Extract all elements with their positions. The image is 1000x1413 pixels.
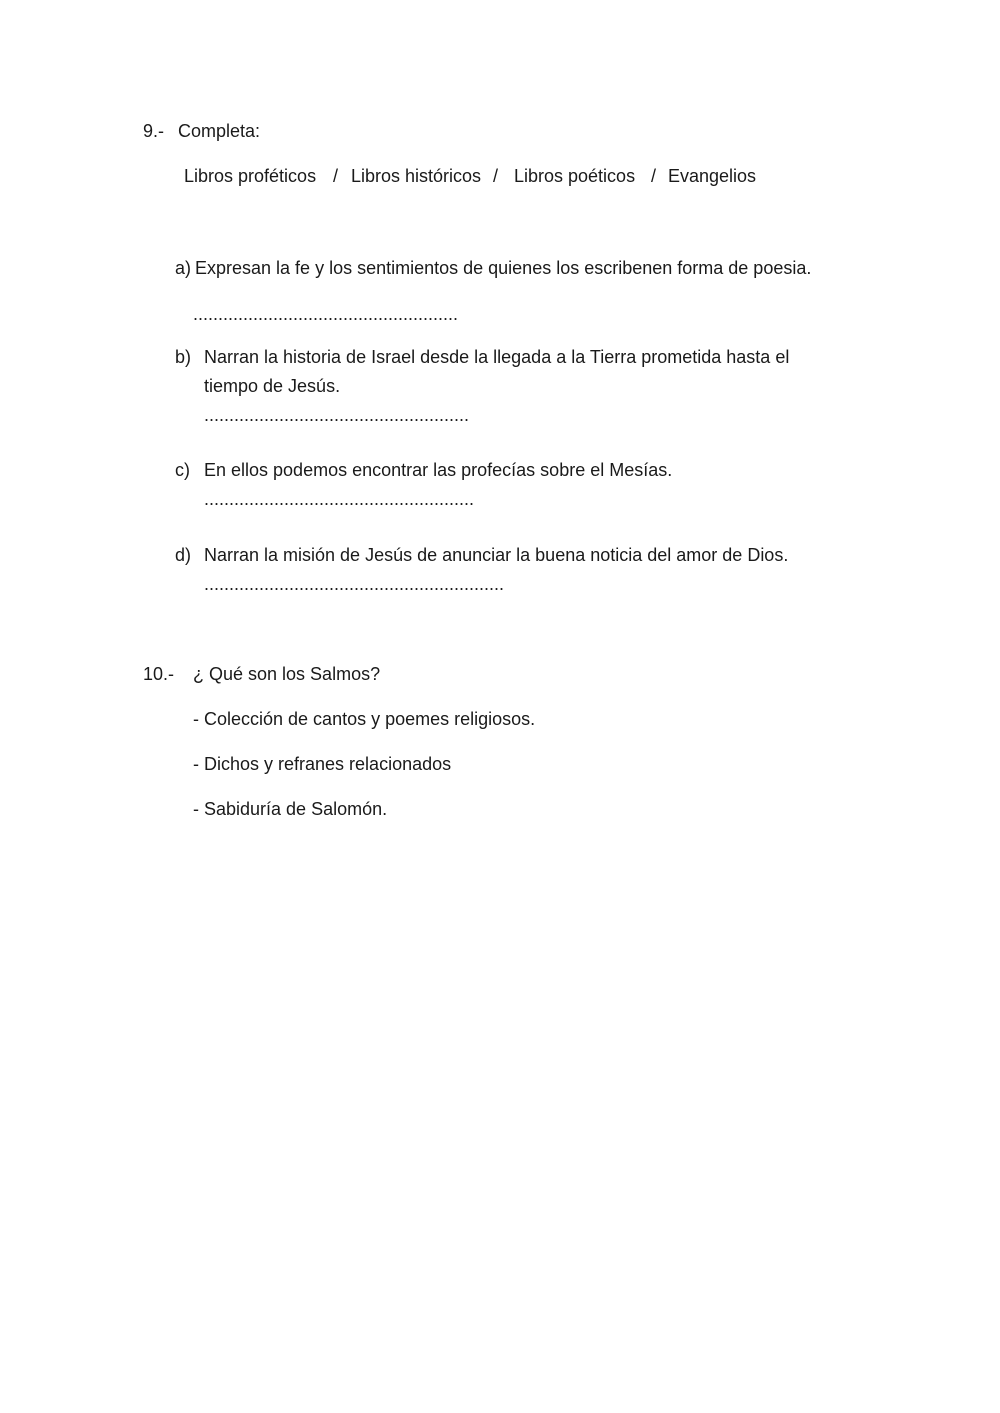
option-evangelios: Evangelios <box>668 166 757 186</box>
option-separator: / <box>493 166 499 186</box>
item-c-answer-blank[interactable]: ...................................................... <box>204 489 475 509</box>
question-10-number: 10.- <box>143 664 175 684</box>
item-c-letter: c) <box>175 460 190 480</box>
option-separator: / <box>333 166 339 186</box>
option-libros-historicos: Libros históricos <box>351 166 482 186</box>
option-libros-profeticos: Libros proféticos <box>184 166 317 186</box>
item-b-letter: b) <box>175 347 192 367</box>
item-a-text: Expresan la fe y los sentimientos de quienes los escribenen forma de poesia. <box>195 258 812 278</box>
item-a-letter: a) <box>175 258 192 278</box>
question-9-number: 9.- <box>143 121 165 141</box>
option-separator: / <box>651 166 657 186</box>
item-b-answer-blank[interactable]: ..................................................... <box>204 405 470 425</box>
item-a-answer-blank[interactable]: ..................................................... <box>193 304 459 324</box>
question-10-prompt: ¿ Qué son los Salmos? <box>193 664 381 684</box>
option-libros-poeticos: Libros poéticos <box>514 166 636 186</box>
question-9-prompt: Completa: <box>178 121 261 141</box>
item-c-text: En ellos podemos encontrar las profecías sobre el Mesías. <box>204 460 673 480</box>
salmos-choice-3[interactable]: - Sabiduría de Salomón. <box>193 799 388 819</box>
item-d-letter: d) <box>175 545 192 565</box>
salmos-choice-2[interactable]: - Dichos y refranes relacionados <box>193 754 452 774</box>
item-b-text-line1: Narran la historia de Israel desde la llegada a la Tierra prometida hasta el <box>204 347 790 367</box>
item-b-text-line2: tiempo de Jesús. <box>204 376 341 396</box>
item-d-answer-blank[interactable]: ............................................................ <box>204 574 505 594</box>
item-d-text: Narran la misión de Jesús de anunciar la buena noticia del amor de Dios. <box>204 545 789 565</box>
salmos-choice-1[interactable]: - Colección de cantos y poemes religiosos. <box>193 709 536 729</box>
